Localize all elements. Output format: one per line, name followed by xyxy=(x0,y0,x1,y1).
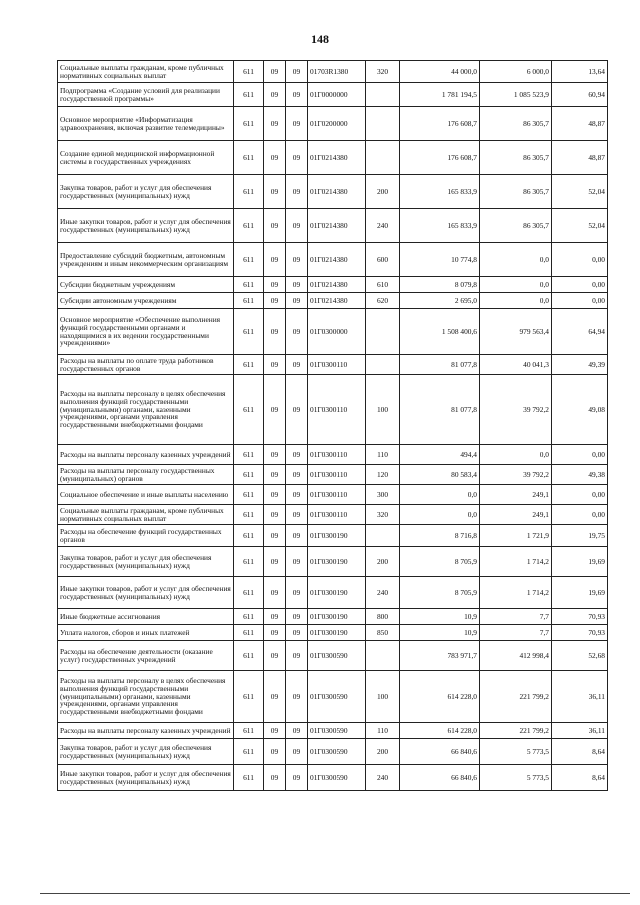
table-row xyxy=(58,309,608,355)
row-plan-amount: 1 781 194,5 xyxy=(400,83,480,107)
row-expense-type: 100 xyxy=(366,375,400,445)
row-fact-amount: 0,0 xyxy=(480,277,552,293)
row-percent: 52,04 xyxy=(552,209,608,243)
row-section: 09 xyxy=(264,465,286,485)
row-code: 611 xyxy=(234,465,264,485)
row-plan-amount: 176 608,7 xyxy=(400,107,480,141)
table-row xyxy=(58,209,608,243)
row-section: 09 xyxy=(264,723,286,739)
row-subsection: 09 xyxy=(286,209,308,243)
row-name: Основное мероприятие «Информатизация здравоохранения, включая развитие телемедицины» xyxy=(58,107,234,141)
row-fact-amount: 5 773,5 xyxy=(480,765,552,791)
row-fact-amount: 1 714,2 xyxy=(480,577,552,609)
row-fact-amount: 86 305,7 xyxy=(480,141,552,175)
row-section: 09 xyxy=(264,141,286,175)
table-row xyxy=(58,525,608,547)
row-subsection: 09 xyxy=(286,671,308,723)
row-expense-type: 620 xyxy=(366,293,400,309)
row-name: Основное мероприятие «Обеспечение выполнения функций государственными органами и находящимися в их ведении государственными учреждениями» xyxy=(58,309,234,355)
table-row xyxy=(58,609,608,625)
row-expense-type: 850 xyxy=(366,625,400,641)
row-expense-type xyxy=(366,141,400,175)
row-expense-type xyxy=(366,525,400,547)
row-name: Иные закупки товаров, работ и услуг для обеспечения государственных (муниципальных) нужд xyxy=(58,209,234,243)
row-code: 611 xyxy=(234,61,264,83)
row-plan-amount: 783 971,7 xyxy=(400,641,480,671)
row-subsection: 09 xyxy=(286,485,308,505)
row-fact-amount: 39 792,2 xyxy=(480,465,552,485)
row-subsection: 09 xyxy=(286,293,308,309)
row-section: 09 xyxy=(264,765,286,791)
row-plan-amount: 1 508 400,6 xyxy=(400,309,480,355)
row-percent: 36,11 xyxy=(552,671,608,723)
row-name: Расходы на обеспечение деятельности (оказание услуг) государственных учреждений xyxy=(58,641,234,671)
row-plan-amount: 614 228,0 xyxy=(400,671,480,723)
row-fact-amount: 979 563,4 xyxy=(480,309,552,355)
row-plan-amount: 10,9 xyxy=(400,609,480,625)
row-fact-amount: 249,1 xyxy=(480,505,552,525)
row-name: Субсидии бюджетным учреждениям xyxy=(58,277,234,293)
table-row xyxy=(58,375,608,445)
row-code: 611 xyxy=(234,723,264,739)
row-target-code: 01Г0214380 xyxy=(308,243,366,277)
row-plan-amount: 10,9 xyxy=(400,625,480,641)
row-expense-type: 320 xyxy=(366,505,400,525)
row-plan-amount: 165 833,9 xyxy=(400,175,480,209)
row-target-code: 01Г0300590 xyxy=(308,739,366,765)
row-code: 611 xyxy=(234,375,264,445)
budget-table xyxy=(57,60,608,791)
row-section: 09 xyxy=(264,293,286,309)
row-code: 611 xyxy=(234,609,264,625)
row-plan-amount: 0,0 xyxy=(400,505,480,525)
row-percent: 8,64 xyxy=(552,739,608,765)
row-subsection: 09 xyxy=(286,141,308,175)
row-percent: 19,69 xyxy=(552,547,608,577)
row-target-code: 01Г0300110 xyxy=(308,445,366,465)
row-name: Иные закупки товаров, работ и услуг для обеспечения государственных (муниципальных) нужд xyxy=(58,577,234,609)
row-plan-amount: 2 695,0 xyxy=(400,293,480,309)
row-subsection: 09 xyxy=(286,625,308,641)
row-fact-amount: 221 799,2 xyxy=(480,671,552,723)
row-subsection: 09 xyxy=(286,175,308,209)
table-row xyxy=(58,465,608,485)
row-section: 09 xyxy=(264,641,286,671)
row-plan-amount: 66 840,6 xyxy=(400,739,480,765)
row-expense-type: 240 xyxy=(366,577,400,609)
row-code: 611 xyxy=(234,277,264,293)
row-plan-amount: 80 583,4 xyxy=(400,465,480,485)
row-expense-type: 240 xyxy=(366,209,400,243)
row-code: 611 xyxy=(234,445,264,465)
row-target-code: 01Г0200000 xyxy=(308,107,366,141)
row-subsection: 09 xyxy=(286,61,308,83)
row-fact-amount: 86 305,7 xyxy=(480,209,552,243)
row-section: 09 xyxy=(264,107,286,141)
table-row xyxy=(58,141,608,175)
row-subsection: 09 xyxy=(286,355,308,375)
row-target-code: 01Г0300110 xyxy=(308,505,366,525)
row-section: 09 xyxy=(264,577,286,609)
row-subsection: 09 xyxy=(286,609,308,625)
row-plan-amount: 81 077,8 xyxy=(400,375,480,445)
row-percent: 0,00 xyxy=(552,277,608,293)
row-expense-type xyxy=(366,309,400,355)
row-subsection: 09 xyxy=(286,277,308,293)
row-name: Предоставление субсидий бюджетным, автономным учреждениям и иным некоммерческим организациям xyxy=(58,243,234,277)
row-expense-type: 110 xyxy=(366,445,400,465)
row-percent: 48,87 xyxy=(552,141,608,175)
row-target-code: 01Г0300190 xyxy=(308,547,366,577)
row-code: 611 xyxy=(234,243,264,277)
row-subsection: 09 xyxy=(286,445,308,465)
row-name: Иные бюджетные ассигнования xyxy=(58,609,234,625)
row-subsection: 09 xyxy=(286,107,308,141)
row-plan-amount: 494,4 xyxy=(400,445,480,465)
row-target-code: 01Г0300590 xyxy=(308,723,366,739)
row-target-code: 01Г0000000 xyxy=(308,83,366,107)
row-percent: 13,64 xyxy=(552,61,608,83)
row-code: 611 xyxy=(234,485,264,505)
row-target-code: 01Г0300110 xyxy=(308,485,366,505)
row-fact-amount: 221 799,2 xyxy=(480,723,552,739)
row-fact-amount: 412 998,4 xyxy=(480,641,552,671)
row-code: 611 xyxy=(234,739,264,765)
row-subsection: 09 xyxy=(286,309,308,355)
row-target-code: 01Г0300590 xyxy=(308,765,366,791)
row-name: Расходы на обеспечение функций государственных органов xyxy=(58,525,234,547)
row-fact-amount: 86 305,7 xyxy=(480,107,552,141)
row-section: 09 xyxy=(264,671,286,723)
row-section: 09 xyxy=(264,209,286,243)
row-expense-type: 320 xyxy=(366,61,400,83)
row-fact-amount: 0,0 xyxy=(480,243,552,277)
row-section: 09 xyxy=(264,525,286,547)
row-code: 611 xyxy=(234,309,264,355)
row-section: 09 xyxy=(264,243,286,277)
row-expense-type: 120 xyxy=(366,465,400,485)
row-subsection: 09 xyxy=(286,243,308,277)
row-section: 09 xyxy=(264,505,286,525)
table-row xyxy=(58,739,608,765)
table-row xyxy=(58,671,608,723)
row-plan-amount: 0,0 xyxy=(400,485,480,505)
row-target-code: 01Г0300110 xyxy=(308,465,366,485)
row-percent: 0,00 xyxy=(552,445,608,465)
table-row xyxy=(58,277,608,293)
row-name: Расходы на выплаты по оплате труда работников государственных органов xyxy=(58,355,234,375)
row-code: 611 xyxy=(234,83,264,107)
row-plan-amount: 614 228,0 xyxy=(400,723,480,739)
row-percent: 0,00 xyxy=(552,485,608,505)
row-expense-type: 200 xyxy=(366,739,400,765)
row-name: Расходы на выплаты персоналу государственных (муниципальных) органов xyxy=(58,465,234,485)
row-section: 09 xyxy=(264,61,286,83)
row-plan-amount: 8 079,8 xyxy=(400,277,480,293)
row-expense-type: 600 xyxy=(366,243,400,277)
row-percent: 0,00 xyxy=(552,505,608,525)
row-name: Закупка товаров, работ и услуг для обеспечения государственных (муниципальных) нужд xyxy=(58,547,234,577)
row-plan-amount: 66 840,6 xyxy=(400,765,480,791)
row-name: Создание единой медицинской информационной системы в государственных учреждениях xyxy=(58,141,234,175)
row-name: Расходы на выплаты персоналу казенных учреждений xyxy=(58,445,234,465)
row-fact-amount: 1 721,9 xyxy=(480,525,552,547)
row-percent: 48,87 xyxy=(552,107,608,141)
row-code: 611 xyxy=(234,107,264,141)
row-expense-type xyxy=(366,355,400,375)
row-target-code: 01Г0300190 xyxy=(308,525,366,547)
row-name: Уплата налогов, сборов и иных платежей xyxy=(58,625,234,641)
table-row xyxy=(58,107,608,141)
row-fact-amount: 7,7 xyxy=(480,625,552,641)
row-plan-amount: 44 000,0 xyxy=(400,61,480,83)
row-code: 611 xyxy=(234,355,264,375)
row-name: Иные закупки товаров, работ и услуг для обеспечения государственных (муниципальных) нужд xyxy=(58,765,234,791)
row-target-code: 01703R1380 xyxy=(308,61,366,83)
row-section: 09 xyxy=(264,375,286,445)
table-row xyxy=(58,355,608,375)
row-code: 611 xyxy=(234,625,264,641)
row-name: Социальные выплаты гражданам, кроме публичных нормативных социальных выплат xyxy=(58,505,234,525)
table-row xyxy=(58,505,608,525)
table-row xyxy=(58,641,608,671)
row-plan-amount: 10 774,8 xyxy=(400,243,480,277)
row-name: Подпрограмма «Создание условий для реализации государственной программы» xyxy=(58,83,234,107)
row-name: Расходы на выплаты персоналу в целях обеспечения выполнения функций государственными (муниципальными) органами, казенными учреждениями, органами управления государственными внебюджетными фондами xyxy=(58,375,234,445)
row-section: 09 xyxy=(264,625,286,641)
row-fact-amount: 6 000,0 xyxy=(480,61,552,83)
table-row xyxy=(58,485,608,505)
row-subsection: 09 xyxy=(286,465,308,485)
row-section: 09 xyxy=(264,547,286,577)
row-fact-amount: 0,0 xyxy=(480,445,552,465)
row-plan-amount: 176 608,7 xyxy=(400,141,480,175)
row-target-code: 01Г0300590 xyxy=(308,641,366,671)
row-plan-amount: 165 833,9 xyxy=(400,209,480,243)
row-expense-type: 110 xyxy=(366,723,400,739)
row-section: 09 xyxy=(264,445,286,465)
row-expense-type: 610 xyxy=(366,277,400,293)
row-percent: 70,93 xyxy=(552,609,608,625)
row-plan-amount: 8 705,9 xyxy=(400,547,480,577)
row-code: 611 xyxy=(234,141,264,175)
row-fact-amount: 5 773,5 xyxy=(480,739,552,765)
row-percent: 60,94 xyxy=(552,83,608,107)
row-percent: 49,38 xyxy=(552,465,608,485)
row-fact-amount: 1 085 523,9 xyxy=(480,83,552,107)
table-row xyxy=(58,547,608,577)
row-section: 09 xyxy=(264,609,286,625)
row-target-code: 01Г0214380 xyxy=(308,209,366,243)
row-fact-amount: 7,7 xyxy=(480,609,552,625)
table-row xyxy=(58,61,608,83)
row-expense-type: 100 xyxy=(366,671,400,723)
row-code: 611 xyxy=(234,577,264,609)
row-section: 09 xyxy=(264,739,286,765)
row-section: 09 xyxy=(264,309,286,355)
row-target-code: 01Г0214380 xyxy=(308,293,366,309)
row-name: Закупка товаров, работ и услуг для обеспечения государственных (муниципальных) нужд xyxy=(58,739,234,765)
row-code: 611 xyxy=(234,641,264,671)
row-subsection: 09 xyxy=(286,739,308,765)
row-target-code: 01Г0300190 xyxy=(308,625,366,641)
row-name: Расходы на выплаты персоналу в целях обеспечения выполнения функций государственными (муниципальными) органами, казенными учреждениями, органами управления государственными внебюджетными фондами xyxy=(58,671,234,723)
row-fact-amount: 249,1 xyxy=(480,485,552,505)
row-name: Социальные выплаты гражданам, кроме публичных нормативных социальных выплат xyxy=(58,61,234,83)
table-row xyxy=(58,445,608,465)
row-subsection: 09 xyxy=(286,83,308,107)
table-row xyxy=(58,175,608,209)
row-code: 611 xyxy=(234,175,264,209)
row-target-code: 01Г0300110 xyxy=(308,375,366,445)
row-code: 611 xyxy=(234,671,264,723)
row-section: 09 xyxy=(264,83,286,107)
row-name: Субсидии автономным учреждениям xyxy=(58,293,234,309)
table-row xyxy=(58,243,608,277)
row-subsection: 09 xyxy=(286,547,308,577)
row-name: Социальное обеспечение и иные выплаты населению xyxy=(58,485,234,505)
row-target-code: 01Г0300000 xyxy=(308,309,366,355)
row-target-code: 01Г0214380 xyxy=(308,277,366,293)
row-subsection: 09 xyxy=(286,641,308,671)
row-name: Закупка товаров, работ и услуг для обеспечения государственных (муниципальных) нужд xyxy=(58,175,234,209)
table-row xyxy=(58,577,608,609)
bottom-rule xyxy=(40,893,630,894)
row-expense-type: 200 xyxy=(366,547,400,577)
row-percent: 49,39 xyxy=(552,355,608,375)
row-code: 611 xyxy=(234,525,264,547)
row-plan-amount: 8 716,8 xyxy=(400,525,480,547)
row-expense-type: 800 xyxy=(366,609,400,625)
row-percent: 8,64 xyxy=(552,765,608,791)
row-code: 611 xyxy=(234,209,264,243)
row-subsection: 09 xyxy=(286,525,308,547)
row-plan-amount: 81 077,8 xyxy=(400,355,480,375)
row-expense-type: 300 xyxy=(366,485,400,505)
row-percent: 49,08 xyxy=(552,375,608,445)
row-code: 611 xyxy=(234,505,264,525)
row-code: 611 xyxy=(234,293,264,309)
row-fact-amount: 40 041,3 xyxy=(480,355,552,375)
row-fact-amount: 0,0 xyxy=(480,293,552,309)
page-number: 148 xyxy=(311,32,329,46)
row-fact-amount: 1 714,2 xyxy=(480,547,552,577)
table-row xyxy=(58,765,608,791)
budget-table-body xyxy=(58,61,608,791)
table-row xyxy=(58,83,608,107)
row-section: 09 xyxy=(264,355,286,375)
row-expense-type: 240 xyxy=(366,765,400,791)
row-fact-amount: 86 305,7 xyxy=(480,175,552,209)
row-target-code: 01Г0214380 xyxy=(308,175,366,209)
table-row xyxy=(58,293,608,309)
table-row xyxy=(58,723,608,739)
row-expense-type xyxy=(366,641,400,671)
row-target-code: 01Г0214380 xyxy=(308,141,366,175)
row-percent: 52,68 xyxy=(552,641,608,671)
row-target-code: 01Г0300110 xyxy=(308,355,366,375)
row-section: 09 xyxy=(264,277,286,293)
row-percent: 0,00 xyxy=(552,293,608,309)
row-code: 611 xyxy=(234,547,264,577)
row-subsection: 09 xyxy=(286,505,308,525)
row-subsection: 09 xyxy=(286,375,308,445)
row-fact-amount: 39 792,2 xyxy=(480,375,552,445)
row-name: Расходы на выплаты персоналу казенных учреждений xyxy=(58,723,234,739)
table-row xyxy=(58,625,608,641)
row-code: 611 xyxy=(234,765,264,791)
row-percent: 19,75 xyxy=(552,525,608,547)
row-percent: 36,11 xyxy=(552,723,608,739)
row-percent: 70,93 xyxy=(552,625,608,641)
row-subsection: 09 xyxy=(286,577,308,609)
row-expense-type xyxy=(366,83,400,107)
row-section: 09 xyxy=(264,175,286,209)
row-expense-type: 200 xyxy=(366,175,400,209)
row-subsection: 09 xyxy=(286,723,308,739)
row-expense-type xyxy=(366,107,400,141)
row-section: 09 xyxy=(264,485,286,505)
row-subsection: 09 xyxy=(286,765,308,791)
row-plan-amount: 8 705,9 xyxy=(400,577,480,609)
row-percent: 19,69 xyxy=(552,577,608,609)
row-target-code: 01Г0300590 xyxy=(308,671,366,723)
row-percent: 0,00 xyxy=(552,243,608,277)
row-target-code: 01Г0300190 xyxy=(308,609,366,625)
row-percent: 64,94 xyxy=(552,309,608,355)
row-target-code: 01Г0300190 xyxy=(308,577,366,609)
row-percent: 52,04 xyxy=(552,175,608,209)
